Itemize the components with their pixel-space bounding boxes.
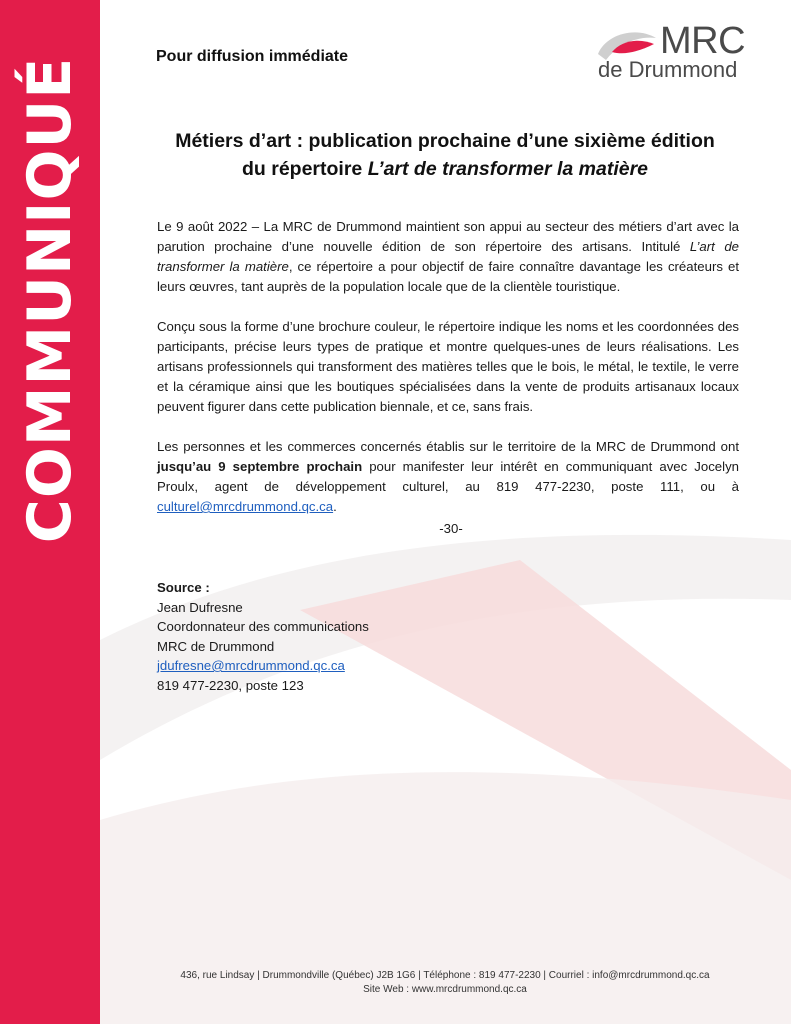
source-title: Coordonnateur des communications xyxy=(157,619,369,634)
headline-line2 xyxy=(100,155,790,183)
communique-label: COMMUNIQUÉ xyxy=(15,56,85,544)
paragraph-1-text-b: , ce répertoire a pour objectif de faire connaître davantage les créateurs et leurs œuvres, tant auprès de la population locale que de la clientèle touristique. xyxy=(157,259,739,294)
paragraph-3 xyxy=(157,437,739,517)
release-label: Pour diffusion immédiate xyxy=(156,48,349,65)
headline-line1: Métiers d’art : publication prochaine d’une sixième édition xyxy=(175,130,715,152)
source-block xyxy=(157,578,369,695)
headline-line2-prefix: du répertoire xyxy=(241,158,368,180)
source-phone: 819 477-2230, poste 123 xyxy=(157,677,304,693)
culturel-email-link[interactable]: culturel@mrcdrummond.qc.ca xyxy=(157,499,334,514)
press-release-body xyxy=(157,217,739,537)
headline-line2-italic: L’art de transformer la matière xyxy=(367,158,649,180)
paragraph-1-text-a: Le 9 août 2022 – La MRC de Drummond maintient son appui au secteur des métiers d’art avec la parution prochaine d’une nouvelle édition de son répertoire des artisans. Intitulé xyxy=(157,219,739,254)
source-label: Source : xyxy=(157,580,210,595)
paragraph-3-text-c: . xyxy=(333,499,337,514)
footer-website: Site Web : www.mrcdrummond.qc.ca xyxy=(363,984,527,995)
source-name: Jean Dufresne xyxy=(157,599,243,615)
paragraph-1 xyxy=(157,217,739,297)
headline xyxy=(100,127,790,183)
logo-mrc-text: MRC xyxy=(660,20,746,62)
end-mark: -30- xyxy=(439,521,463,536)
paragraph-2: Conçu sous la forme d’une brochure couleur, le répertoire indique les noms et les coordonnées des participants, précise leurs types de pratique et montre quelques-unes de leurs réalisations. Les artisans professionnels qui transforment des matières telles que le bois, le métal, le textile, le verre et la céramique ainsi que les boutiques spécialisées dans la vente de produits artisanaux locaux peuvent figurer dans cette publication biennale, et ce, sans frais. xyxy=(157,319,739,414)
paragraph-3-text-b: pour manifester leur intérêt en communiquant avec Jocelyn Proulx, agent de développement culturel, au 819 477-2230, poste 111, ou à xyxy=(157,459,739,494)
footer-address: 436, rue Lindsay | Drummondville (Québec) J2B 1G6 | Téléphone : 819 477-2230 | Courriel : info@mrcdrummond.qc.ca xyxy=(180,970,710,981)
source-org: MRC de Drummond xyxy=(157,638,275,654)
paragraph-3-deadline: jusqu’au 9 septembre prochain xyxy=(157,459,363,474)
footer xyxy=(100,969,790,997)
mrc-logo xyxy=(596,20,766,82)
paragraph-3-text-a: Les personnes et les commerces concernés établis sur le territoire de la MRC de Drummond ont xyxy=(157,439,739,454)
paragraph-1-italic-title: L’art de transformer la matière xyxy=(157,239,739,274)
logo-sub-text: de Drummond xyxy=(598,57,738,82)
source-email-link[interactable]: jdufresne@mrcdrummond.qc.ca xyxy=(157,658,345,673)
